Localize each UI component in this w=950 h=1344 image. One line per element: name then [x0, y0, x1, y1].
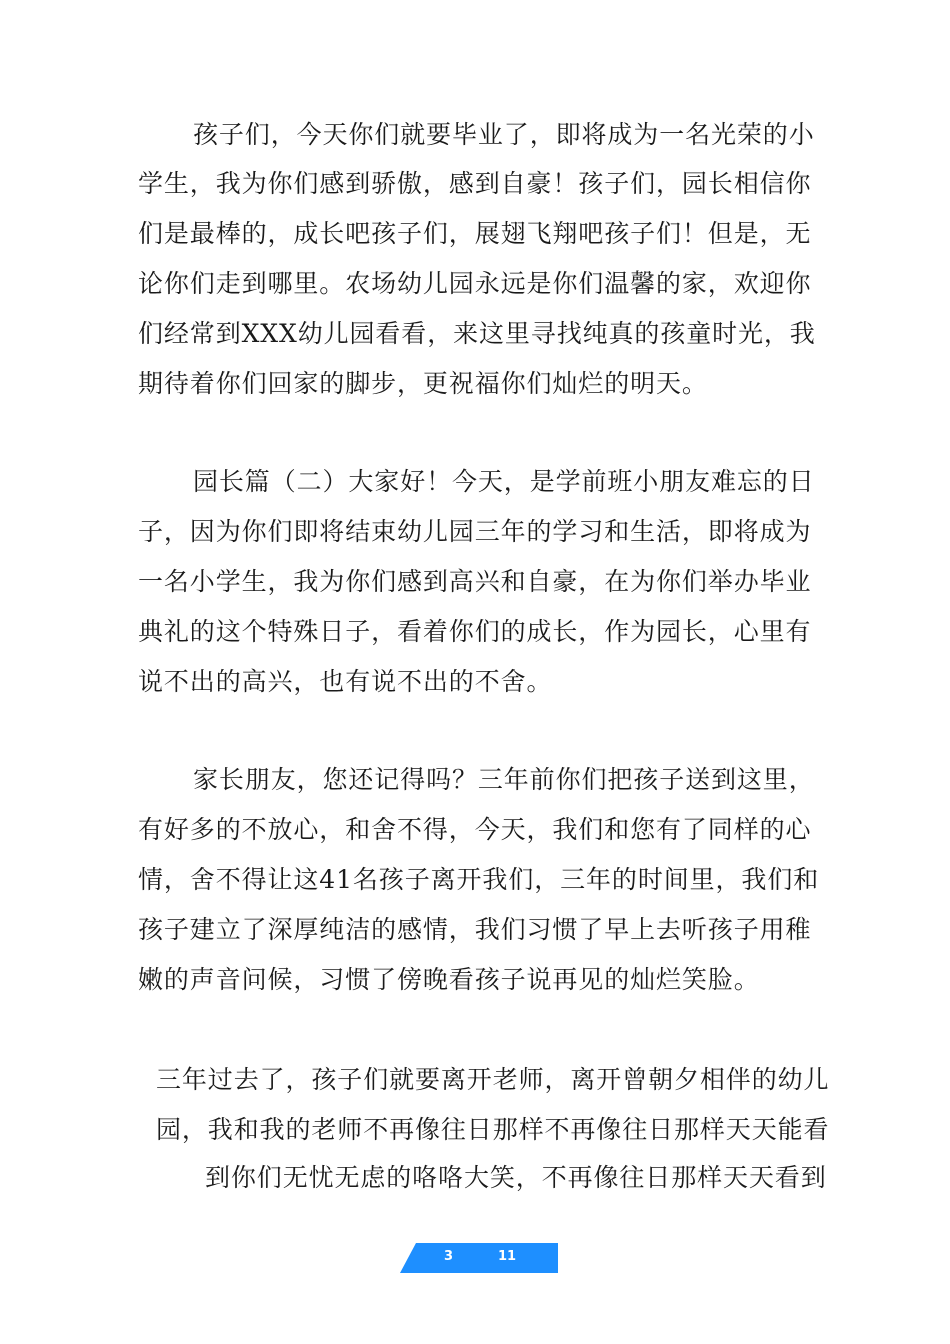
text-line: 们经常到XXX幼儿园看看，来这里寻找纯真的孩童时光，我: [138, 319, 816, 348]
text-line: 有好多的不放心，和舍不得，今天，我们和您有了同样的心: [138, 815, 812, 844]
text-line: 们是最棒的，成长吧孩子们，展翅飞翔吧孩子们！但是，无: [138, 219, 812, 248]
text-line: 孩子们，今天你们就要毕业了，即将成为一名光荣的小: [193, 120, 815, 149]
text-line: 家长朋友，您还记得吗？三年前你们把孩子送到这里，: [193, 765, 815, 794]
page-current: 3: [444, 1249, 454, 1264]
text-line: 说不出的高兴，也有说不出的不舍。: [138, 667, 553, 696]
text-line: 期待着你们回家的脚步，更祝福你们灿烂的明天。: [138, 369, 708, 398]
page-indicator-background: [400, 1243, 558, 1273]
text-line: 到你们无忧无虑的咯咯大笑，不再像往日那样天天看到: [205, 1163, 827, 1192]
page-indicator: [400, 1243, 558, 1273]
text-line: 子，因为你们即将结束幼儿园三年的学习和生活，即将成为: [138, 517, 812, 546]
text-line: 孩子建立了深厚纯洁的感情，我们习惯了早上去听孩子用稚: [138, 915, 812, 944]
text-line: 学生，我为你们感到骄傲，感到自豪！孩子们，园长相信你: [138, 169, 812, 198]
text-line: 嫩的声音问候，习惯了傍晚看孩子说再见的灿烂笑脸。: [138, 965, 760, 994]
text-line: 三年过去了，孩子们就要离开老师，离开曾朝夕相伴的幼儿: [156, 1065, 830, 1094]
text-line: 典礼的这个特殊日子，看着你们的成长，作为园长，心里有: [138, 617, 812, 646]
text-line: 园长篇（二）大家好！今天，是学前班小朋友难忘的日: [193, 467, 815, 496]
page-total: 11: [498, 1249, 517, 1264]
text-line: 情，舍不得让这41名孩子离开我们，三年的时间里，我们和: [138, 865, 820, 894]
text-line: 论你们走到哪里。农场幼儿园永远是你们温馨的家，欢迎你: [138, 269, 812, 298]
text-line: 园，我和我的老师不再像往日那样不再像往日那样天天能看: [156, 1115, 830, 1144]
text-line: 一名小学生，我为你们感到高兴和自豪，在为你们举办毕业: [138, 567, 812, 596]
